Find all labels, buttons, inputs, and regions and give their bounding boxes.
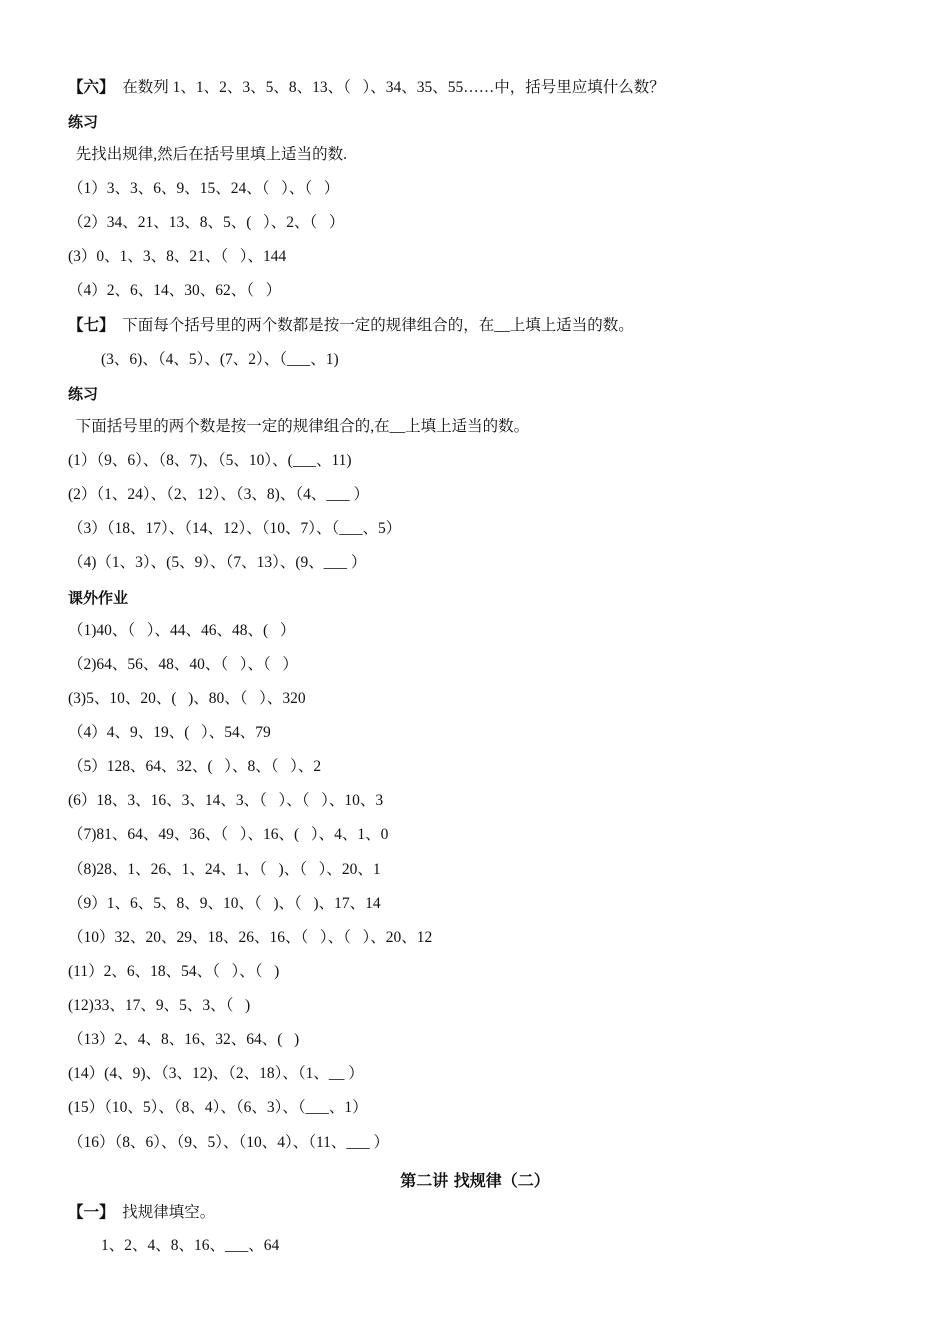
practice-1-item: (3）0、1、3、8、21、（ ）、144 [68,248,287,265]
practice-2-item: (2）（1、24）、（2、12）、（3、8)、（4、___ ） [68,486,369,503]
lecture-two-section-one-example: 1、2、4、8、16、___、64 [101,1237,280,1254]
practice-2-item: (1）（9、6）、（8、7)、（5、10）、(___、11) [68,452,352,469]
homework-heading: 课外作业 [68,589,129,607]
homework-item: （16）（8、6）、（9、5）、（10、4）、（11、___ ） [68,1134,390,1151]
section-seven-text: 下面每个括号里的两个数都是按一定的规律组合的，在__上填上适当的数。 [114,317,634,334]
lecture-two-title: 第二讲 找规律（二） [400,1171,550,1190]
practice-2-item: （4)（1、3）、(5、9）、（7、13）、(9、___ ） [68,554,367,571]
practice-2-heading: 练习 [68,385,99,403]
homework-item: (3)5、10、20、( )、80、（ ）、320 [68,690,306,707]
lecture-two-section-one-label: 【一】 [68,1203,115,1221]
section-six-line [68,77,665,98]
homework-item: （13）2、4、8、16、32、64、( ) [68,1031,300,1048]
homework-item: (11）2、6、18、54、（ ）、（ ) [68,963,280,980]
practice-1-instruction: 先找出规律,然后在括号里填上适当的数. [68,146,348,163]
homework-item: (12)33、17、9、5、3、（ ) [68,997,251,1014]
section-seven-label: 【七】 [68,316,115,334]
homework-item: （10）32、20、29、18、26、16、（ ）、（ ）、20、12 [68,929,433,946]
section-seven-line [68,315,634,336]
practice-2-instruction: 下面括号里的两个数是按一定的规律组合的,在__上填上适当的数。 [68,418,530,435]
homework-item: （4）4、9、19、( ）、54、79 [68,724,271,741]
section-six-label: 【六】 [68,78,115,96]
practice-1-item: （2）34、21、13、8、5、( ）、2、（ ） [68,214,345,231]
homework-item: (15）（10、5）、（8、4）、（6、3）、（___、1） [68,1099,368,1116]
homework-item: (6）18、3、16、3、14、3、（ ）、（ ）、10、3 [68,792,384,809]
homework-item: （9）1、6、5、8、9、10、（ )、（ )、17、14 [68,895,381,912]
practice-1-item: （4）2、6、14、30、62、（ ） [68,282,282,299]
practice-1-heading: 练习 [68,113,99,131]
homework-item: （1)40、（ ）、44、46、48、( ） [68,622,296,639]
homework-item: (14）(4、9)、（3、12)、（2、18）、（1、__ ） [68,1065,364,1082]
practice-2-item: （3）（18、17）、（14、12）、（10、7）、（___、5） [68,520,402,537]
homework-item: （5）128、64、32、( ）、8、（ ）、2 [68,758,322,775]
homework-item: （7)81、64、49、36、（ ）、16、( ）、4、1、0 [68,826,389,843]
practice-1-item: （1）3、3、6、9、15、24、（ ）、（ ） [68,180,340,197]
homework-item: （8)28、1、26、1、24、1、（ )、（ ）、20、1 [68,861,381,878]
section-seven-example: (3、6)、（4、5）、(7、2）、（___、1) [101,351,339,368]
section-six-text: 在数列 1、1、2、3、5、8、13、（ ）、34、35、55……中，括号里应填什么数？ [114,79,665,96]
homework-item: （2)64、56、48、40、（ ）、（ ） [68,656,298,673]
lecture-two-section-one-line [68,1202,215,1223]
lecture-two-section-one-text: 找规律填空。 [114,1204,216,1221]
